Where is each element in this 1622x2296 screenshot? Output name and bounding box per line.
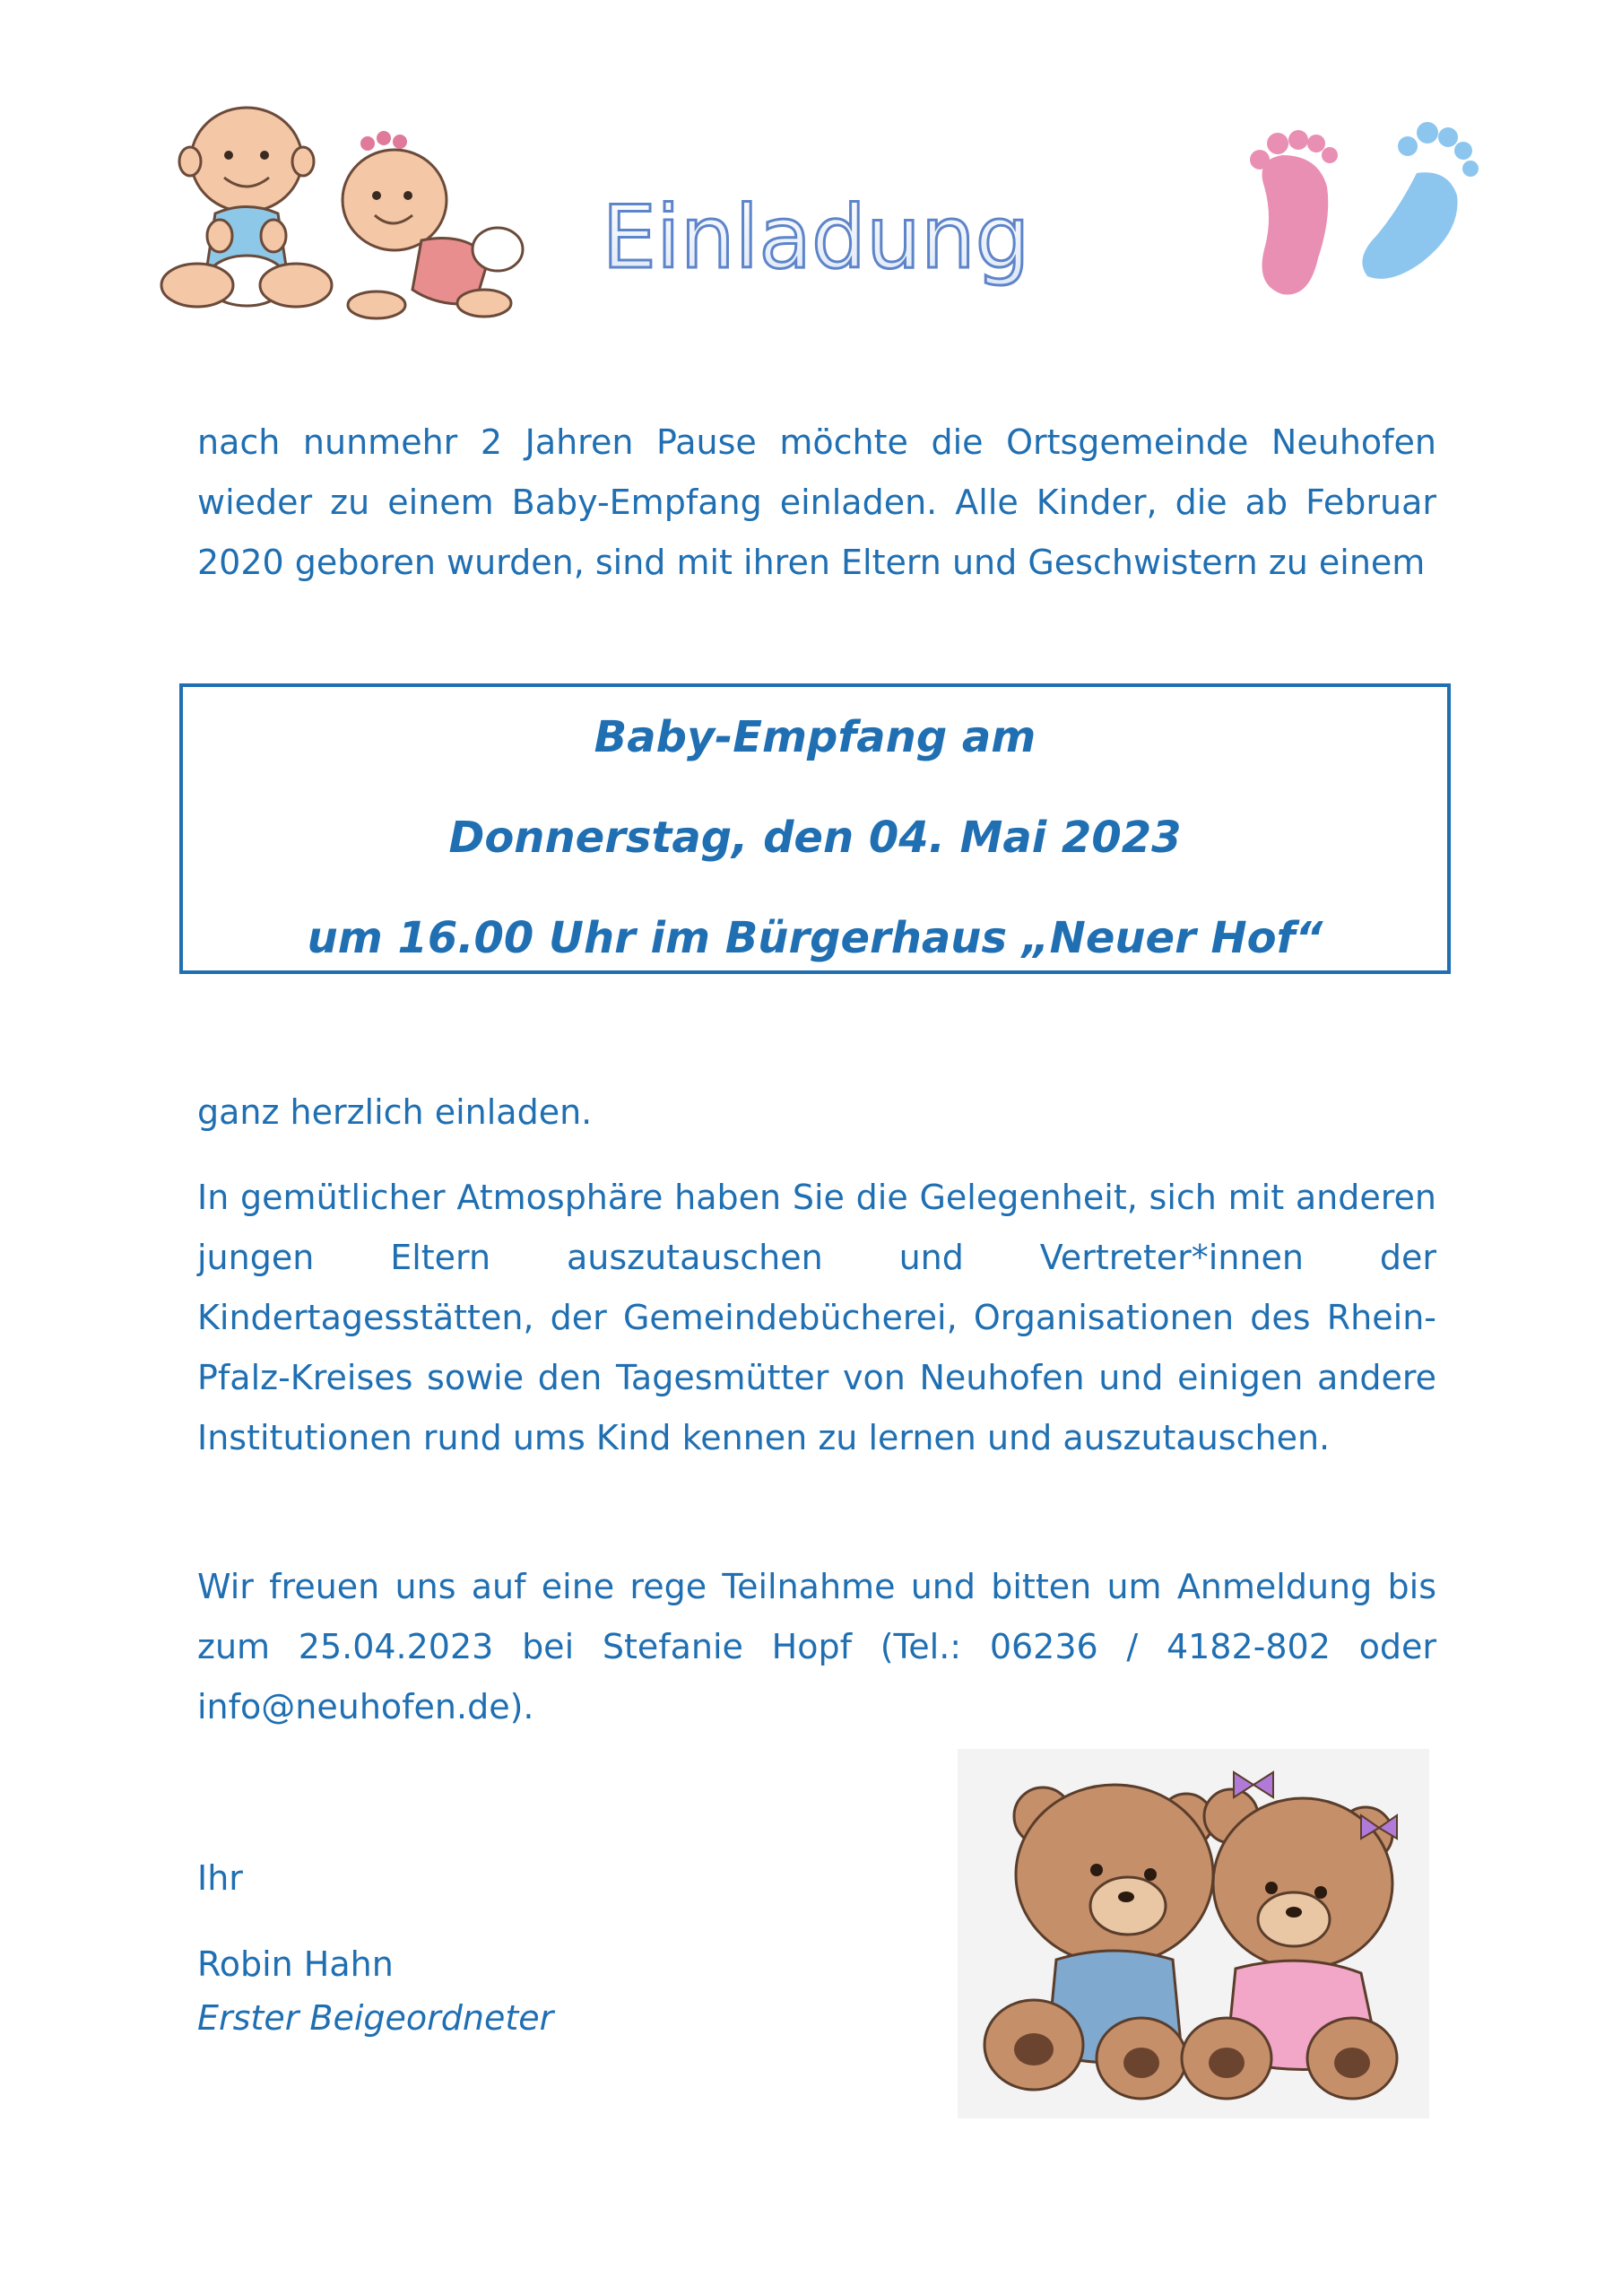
- event-time-location: um 16.00 Uhr im Bürgerhaus „Neuer Hof“: [307, 913, 1323, 963]
- body-paragraph: In gemütlicher Atmosphäre haben Sie die Gelegenheit, sich mit anderen jungen Eltern auszutauschen und Vertreter*innen der Kindertagesstätten, der Gemeindebücherei, Organisationen des Rhein-Pfalz-Kreises sowie den Tagesmütter von Neuhofen und einigen andere Institutionen rund ums Kind kennen zu lernen und auszutauschen.: [197, 1178, 1436, 1457]
- signature-salutation: Ihr: [197, 1858, 243, 1898]
- baby-footprints-illustration: [1228, 106, 1497, 312]
- registration-paragraph: Wir freuen uns auf eine rege Teilnahme und bitten um Anmeldung bis zum 25.04.2023 bei Stefanie Hopf (Tel.: 06236 / 4182-802 oder info@neuhofen.de).: [197, 1567, 1436, 1726]
- signature-role: Erster Beigeordneter: [197, 1998, 554, 2038]
- signature-name: Robin Hahn: [197, 1944, 394, 1984]
- title-einladung: [592, 178, 1040, 312]
- event-title: Baby-Empfang am: [594, 712, 1037, 762]
- teddy-bears-illustration: [958, 1749, 1429, 2118]
- invite-line: ganz herzlich einladen.: [197, 1092, 593, 1132]
- event-date: Donnerstag, den 04. Mai 2023: [448, 813, 1182, 863]
- svg-text:Einladung: Einladung: [602, 187, 1030, 288]
- intro-paragraph: nach nunmehr 2 Jahren Pause möchte die Ortsgemeinde Neuhofen wieder zu einem Baby-Empfang einladen. Alle Kinder, die ab Februar 2020 geboren wurden, sind mit ihren Eltern und Geschwistern zu einem: [197, 422, 1436, 582]
- babies-illustration: [152, 79, 529, 339]
- event-box: [179, 683, 1451, 974]
